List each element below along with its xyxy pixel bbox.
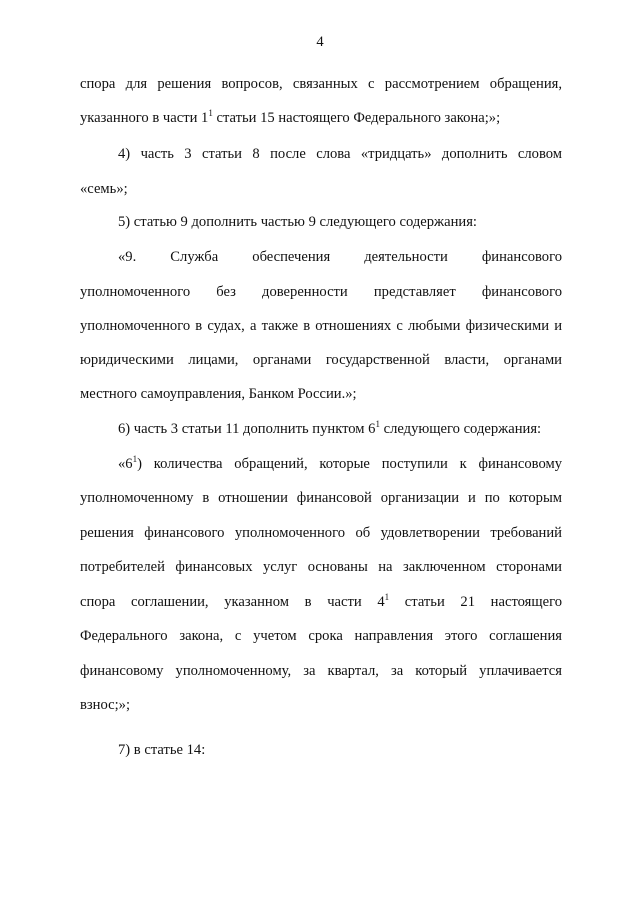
page-number: 4 [316,34,324,50]
text-line: уполномоченного без доверенности представляет финансового [80,284,562,300]
text-line: финансовому уполномоченному, за квартал, за который уплачивается [80,663,562,679]
text-line: Федерального закона, с учетом срока направления этого соглашения [80,628,562,644]
text-line: местного самоуправления, Банком России.»; [80,386,357,402]
text-line: 5) статью 9 дополнить частью 9 следующего содержания: [118,214,477,230]
text-line: спора для решения вопросов, связанных с рассмотрением обращения, [80,76,562,92]
text-line: решения финансового уполномоченного об удовлетворении требований [80,525,562,541]
text-line: уполномоченного в судах, а также в отношениях с любыми физическими и [80,318,562,334]
text-line: «$6^1$) количества обращений, которые поступили к финансовому [118,454,562,472]
text-line: 6) часть 3 статьи 11 дополнить пунктом $6^1$ следующего содержания: [118,419,542,437]
text-line: указанного в части $1^1$ статьи 15 настоящего Федерального закона;»; [80,108,501,126]
text-line: «9. Служба обеспечения деятельности финансового [118,249,562,265]
text-line: потребителей финансовых услуг основаны на заключенном сторонами [80,559,562,575]
text-line: 4) часть 3 статьи 8 после слова «тридцать» дополнить словом [118,146,562,162]
text-line: уполномоченному в отношении финансовой организации и по которым [80,490,562,506]
text-line: юридическими лицами, органами государственной власти, органами [80,352,562,368]
text-line: 7) в статье 14: [118,742,206,758]
text-line: взнос;»; [80,697,131,713]
text-line: «семь»; [80,181,128,197]
text-line: спора соглашении, указанном в части $4^1$ статьи 21 настоящего [80,592,562,610]
